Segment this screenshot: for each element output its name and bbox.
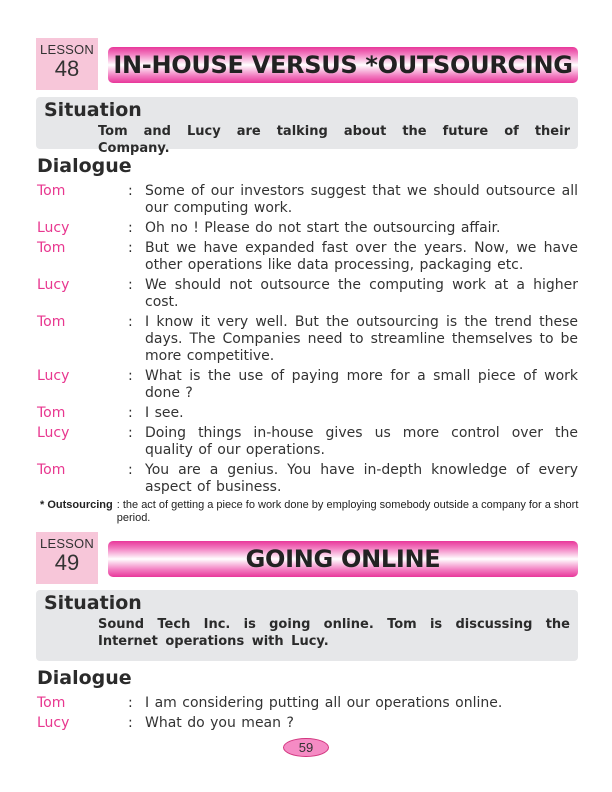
dialogue-list [37, 183, 578, 499]
dialogue-line [37, 183, 578, 217]
utterance: Some of our investors suggest that we should outsource all our computing work. [145, 183, 578, 216]
speaker-name: Tom [37, 405, 66, 421]
dialogue-line [37, 715, 578, 732]
speaker-name: Tom [37, 183, 66, 199]
speaker-name: Tom [37, 240, 66, 256]
utterance: But we have expanded fast over the years. Now, we have other operations like data processing, packaging etc. [145, 240, 578, 273]
lesson-label: LESSON [40, 42, 94, 57]
lesson-label: LESSON [40, 536, 94, 551]
utterance: You are a genius. You have in-depth knowledge of every aspect of business. [145, 462, 578, 495]
colon-separator: : [128, 314, 133, 330]
footnote-definition: : the act of getting a piece fo work done by employing somebody outside a company for a short period. [116, 499, 579, 524]
speaker-name: Tom [37, 462, 66, 478]
situation-box [36, 590, 578, 661]
speaker-name: Lucy [37, 277, 70, 293]
speaker-name: Lucy [37, 220, 70, 236]
colon-separator: : [128, 240, 133, 256]
lesson-48-header [36, 38, 578, 90]
dialogue-line [37, 462, 578, 496]
colon-separator: : [128, 425, 133, 441]
dialogue-line [37, 240, 578, 274]
colon-separator: : [128, 368, 133, 384]
dialogue-line [37, 368, 578, 402]
utterance: I am considering putting all our operations online. [145, 695, 503, 711]
speaker-name: Lucy [37, 425, 70, 441]
footnote [40, 499, 580, 525]
dialogue-line [37, 425, 578, 459]
lesson-number-box [36, 38, 98, 90]
lesson-number: 49 [54, 550, 80, 575]
lesson-number: 48 [54, 56, 80, 81]
utterance: We should not outsource the computing work at a higher cost. [145, 277, 578, 310]
speaker-name: Lucy [37, 368, 70, 384]
lesson-title: IN-HOUSE VERSUS *OUTSOURCING [108, 47, 578, 83]
utterance: I see. [145, 405, 184, 421]
dialogue-line [37, 405, 578, 422]
page-number: 59 [283, 738, 329, 757]
situation-heading: Situation [44, 99, 142, 121]
colon-separator: : [128, 462, 133, 478]
situation-text: Tom and Lucy are talking about the future of their Company. [98, 124, 570, 156]
colon-separator: : [128, 715, 133, 731]
colon-separator: : [128, 405, 133, 421]
dialogue-line [37, 277, 578, 311]
colon-separator: : [128, 220, 133, 236]
footnote-term: * Outsourcing [40, 499, 113, 511]
dialogue-list [37, 695, 578, 735]
utterance: I know it very well. But the outsourcing is the trend these days. The Companies need to streamline themselves to be more competitive. [145, 314, 578, 364]
dialogue-line [37, 695, 578, 712]
dialogue-heading: Dialogue [37, 155, 132, 177]
lesson-title: GOING ONLINE [108, 541, 578, 577]
colon-separator: : [128, 277, 133, 293]
situation-box [36, 97, 578, 156]
dialogue-line [37, 220, 578, 237]
speaker-name: Lucy [37, 715, 70, 731]
utterance: What do you mean ? [145, 715, 294, 731]
speaker-name: Tom [37, 314, 66, 330]
utterance: Doing things in-house gives us more control over the quality of our operations. [145, 425, 578, 458]
lesson-49-header [36, 532, 578, 584]
utterance: What is the use of paying more for a small piece of work done ? [145, 368, 578, 401]
utterance: Oh no ! Please do not start the outsourcing affair. [145, 220, 501, 236]
situation-heading: Situation [44, 592, 142, 614]
colon-separator: : [128, 695, 133, 711]
lesson-number-box [36, 532, 98, 584]
colon-separator: : [128, 183, 133, 199]
dialogue-line [37, 314, 578, 365]
speaker-name: Tom [37, 695, 66, 711]
dialogue-heading: Dialogue [37, 667, 132, 689]
situation-text: Sound Tech Inc. is going online. Tom is discussing the Internet operations with Lucy. [98, 617, 570, 649]
